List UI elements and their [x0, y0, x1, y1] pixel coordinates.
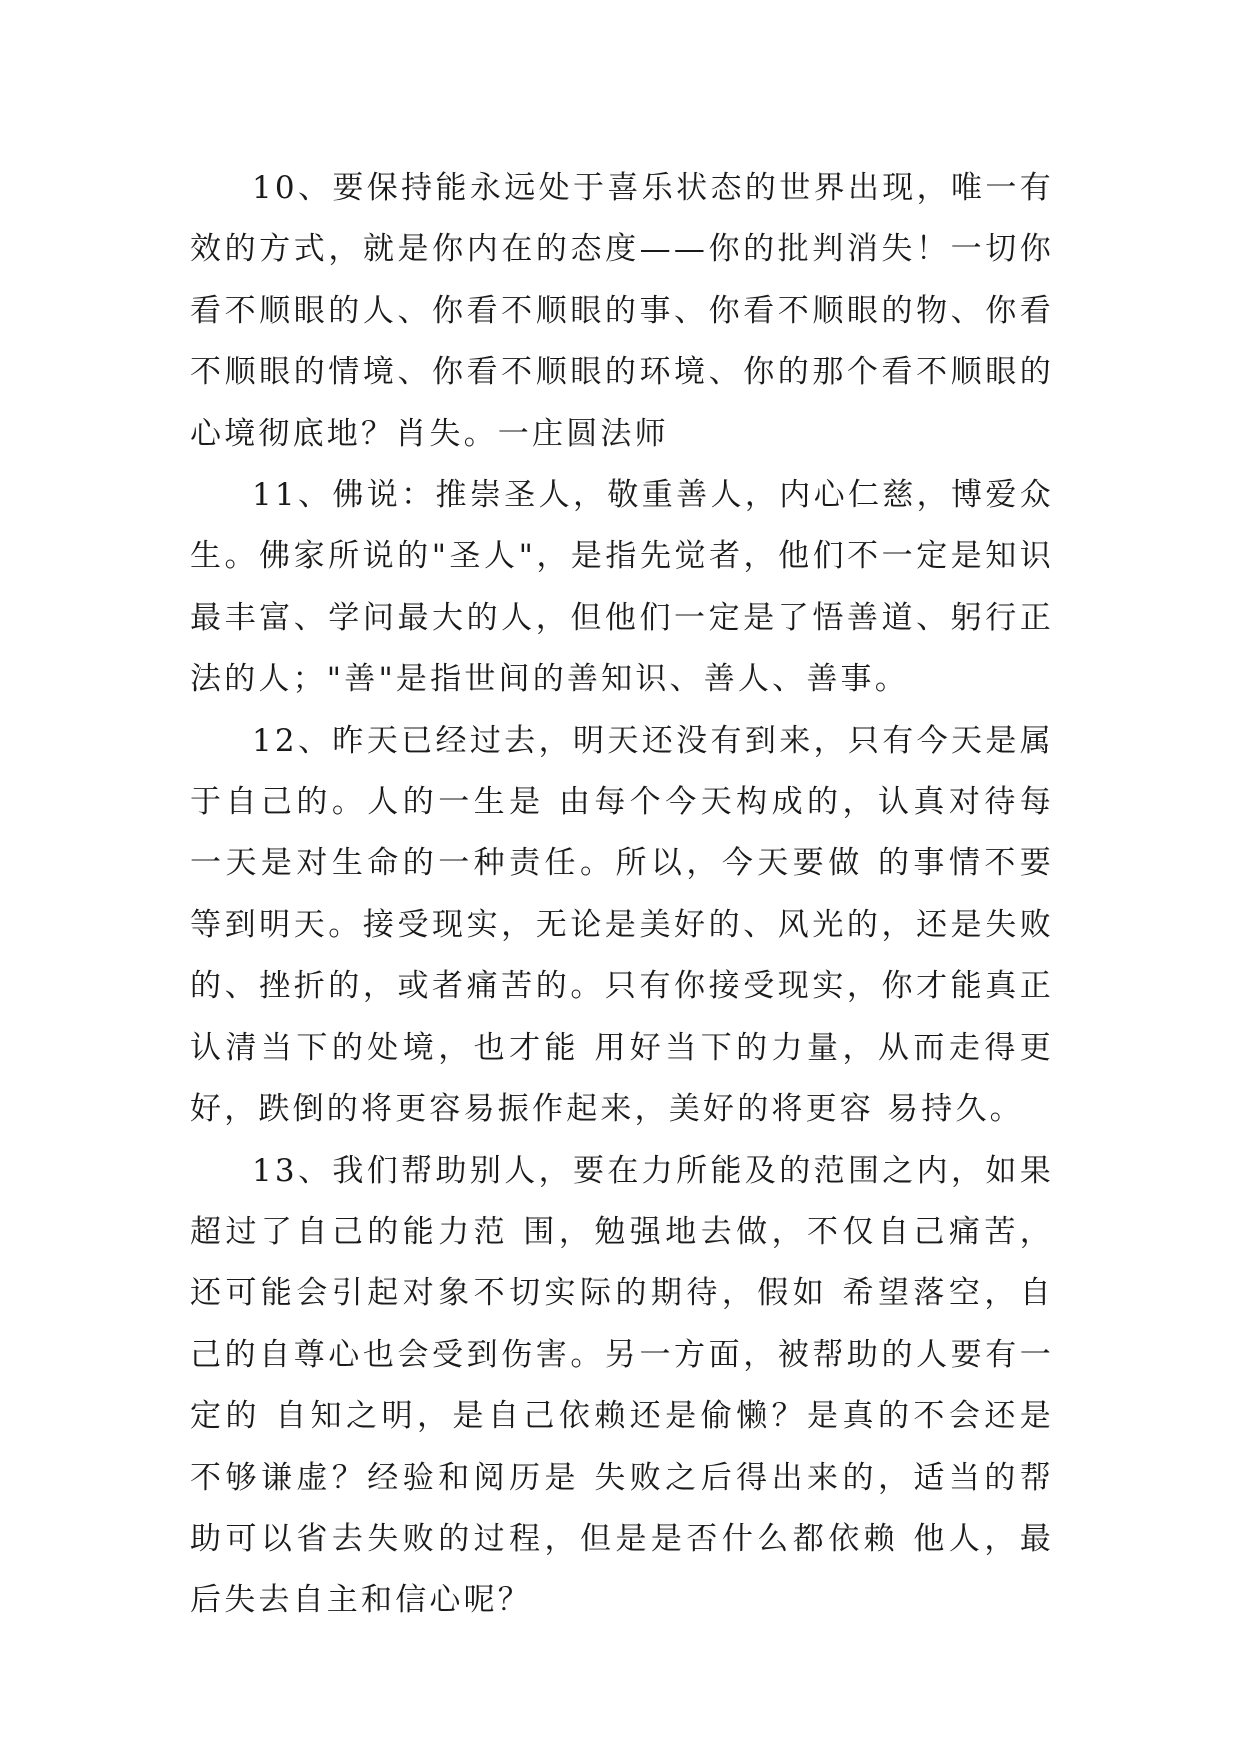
paragraph-13: 13、我们帮助别人，要在力所能及的范围之内，如果超过了自己的能力范 围，勉强地去做，不仅自己痛苦，还可能会引起对象不切实际的期待，假如 希望落空，自己的自尊心也会受到伤害。另一方面，被帮助的人要有一定的 自知之明，是自己依赖还是偷懒？是真的不会还是不够谦虚？经验和阅历是 失败之后得出来的，适当的帮助可以省去失败的过程，但是是否什么都依赖 他人，最后失去自主和信心呢？ — [190, 1152, 1054, 1619]
paragraph-11: 11、佛说：推崇圣人，敬重善人，内心仁慈，博爱众生。佛家所说的"圣人"，是指先觉者，他们不一定是知识最丰富、学问最大的人，但他们一定是了悟善道、躬行正法的人；"善"是指世间的善知识、善人、善事。 — [190, 477, 1054, 698]
document-body — [190, 158, 1054, 1632]
paragraph-10: 10、要保持能永远处于喜乐状态的世界出现，唯一有效的方式，就是你内在的态度——你的批判消失！一切你看不顺眼的人、你看不顺眼的事、你看不顺眼的物、你看不顺眼的情境、你看不顺眼的环境、你的那个看不顺眼的心境彻底地？肖失。一庄圆法师 — [190, 170, 1054, 452]
paragraph-12: 12、昨天已经过去，明天还没有到来，只有今天是属于自己的。人的一生是 由每个今天构成的，认真对待每一天是对生命的一种责任。所以，今天要做 的事情不要等到明天。接受现实，无论是美好的、风光的，还是失败的、挫折的，或者痛苦的。只有你接受现实，你才能真正认清当下的处境，也才能 用好当下的力量，从而走得更好，跌倒的将更容易振作起来，美好的将更容 易持久。 — [190, 722, 1054, 1128]
